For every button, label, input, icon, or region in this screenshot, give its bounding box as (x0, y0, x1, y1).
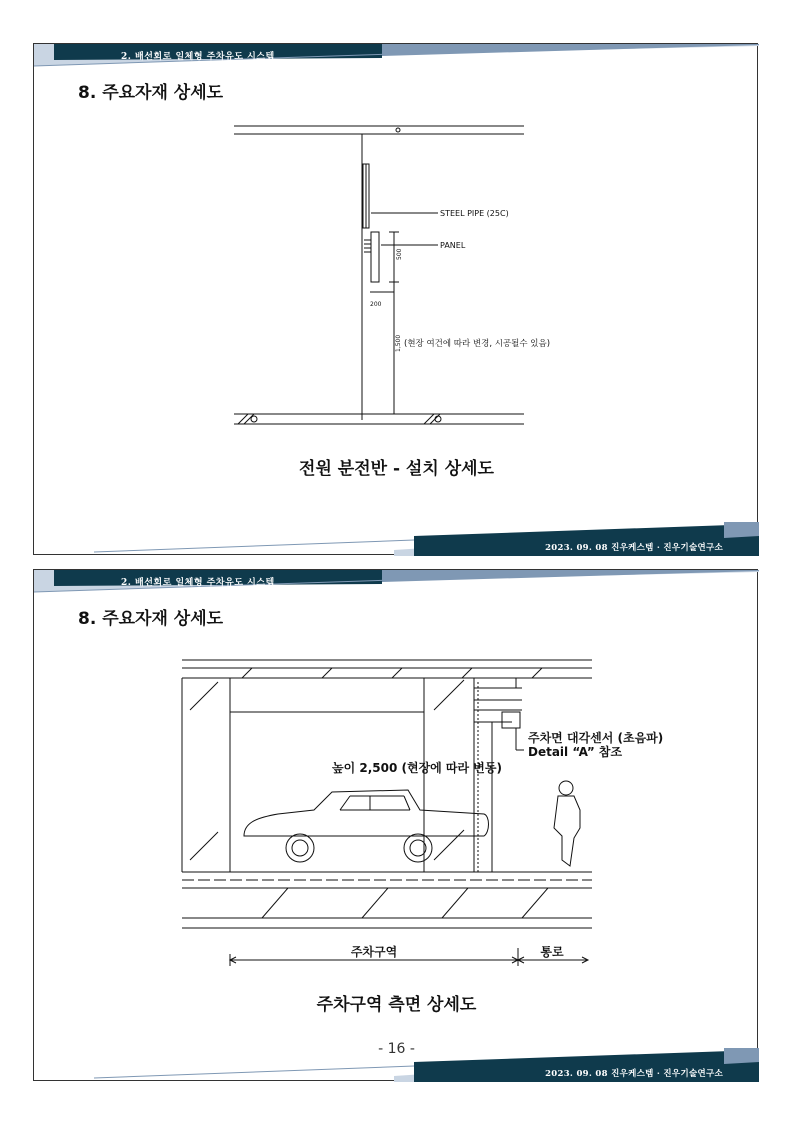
panel-installation-drawing (224, 120, 551, 440)
height-note: 높이 2,500 (현장에 따라 변동) (332, 761, 502, 775)
page-heading: 8. 주요자재 상세도 (78, 609, 224, 629)
footer-label: 2023. 09. 08 진우케스템 · 진우기술연구소 (545, 543, 723, 553)
dimension-note: (현장 여건에 따라 변경, 시공될수 있음) (404, 339, 551, 349)
parking-zone-label: 주차구역 (350, 945, 398, 959)
page-number: - 16 - (378, 1041, 415, 1057)
steel-pipe-label: STEEL PIPE (25C) (440, 209, 509, 218)
dimension-height: 1,500 (395, 334, 402, 352)
aisle-label: 통로 (540, 945, 564, 959)
dimension-panel-height: 500 (396, 248, 403, 260)
sensor-label: 주차면 대각센서 (초음파) (528, 731, 664, 745)
header-section-label: 2. 배선회로 일체형 주차유도 시스템 (121, 52, 275, 62)
slide-panel-detail (33, 43, 758, 555)
parking-section-drawing (182, 660, 664, 978)
dimension-gap: 200 (370, 301, 382, 308)
drawing-caption: 주차구역 측면 상세도 (316, 995, 477, 1015)
footer-label: 2023. 09. 08 진우케스템 · 진우기술연구소 (545, 1069, 723, 1079)
panel-label: PANEL (440, 241, 466, 250)
detail-reference: Detail “A” 참조 (528, 745, 623, 759)
header-section-label: 2. 배선회로 일체형 주차유도 시스템 (121, 578, 275, 588)
slide-parking-section (33, 569, 758, 1081)
page-heading: 8. 주요자재 상세도 (78, 83, 224, 103)
drawing-caption: 전원 분전반 - 설치 상세도 (299, 459, 494, 479)
